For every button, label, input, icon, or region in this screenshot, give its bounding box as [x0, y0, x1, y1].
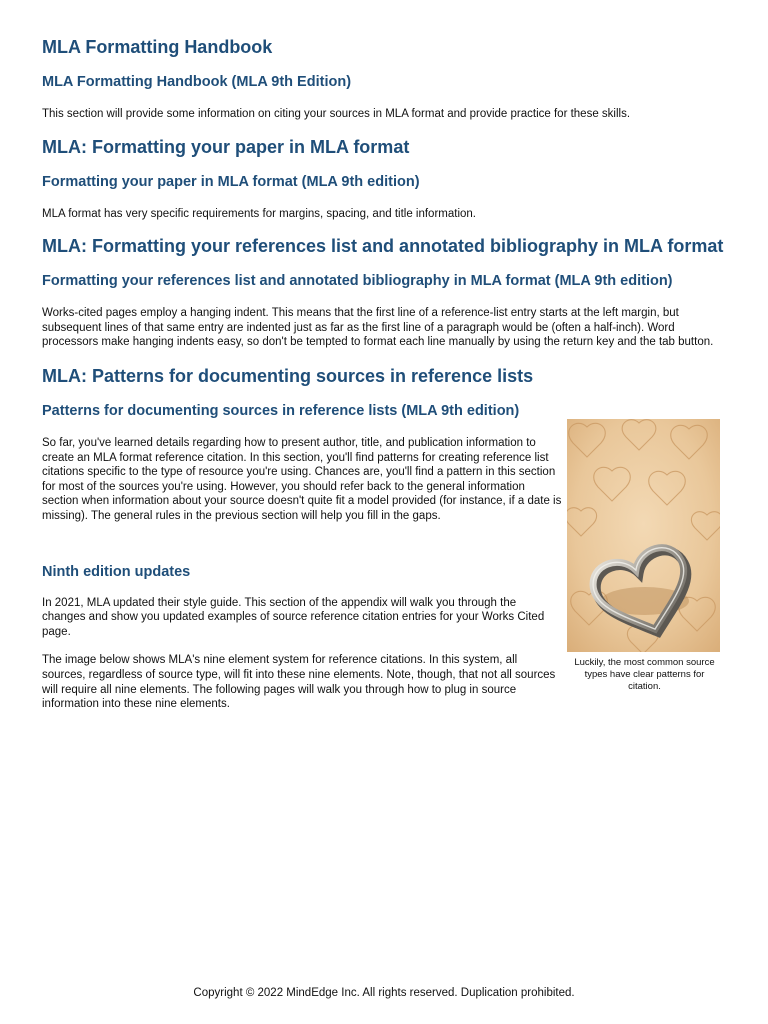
section-patterns-title: MLA: Patterns for documenting sources in reference lists — [42, 365, 534, 386]
section-patterns-text — [42, 436, 562, 712]
figure — [567, 419, 722, 693]
section-references-subtitle: Formatting your references list and annotated bibliography in MLA format (MLA 9th edition) — [42, 273, 673, 290]
handbook-subtitle: MLA Formatting Handbook (MLA 9th Edition) — [42, 74, 352, 90]
copyright-footer: Copyright © 2022 MindEdge Inc. All rights reserved. Duplication prohibited. — [193, 987, 575, 999]
section-paper-title: MLA: Formatting your paper in MLA format — [42, 136, 410, 157]
updates-paragraph-1: In 2021, MLA updated their style guide. This section of the appendix will walk you through the changes and show you updated examples of source reference citation entries for your Works Cited page. — [42, 596, 545, 638]
figure-caption: Luckily, the most common source types have clear patterns for citation. — [574, 656, 715, 692]
section-patterns — [42, 363, 732, 712]
section-paper-body: MLA format has very specific requirements for margins, spacing, and title information. — [42, 207, 476, 220]
handbook-title: MLA Formatting Handbook — [42, 37, 273, 57]
section-patterns-subtitle: Patterns for documenting sources in reference lists (MLA 9th edition) — [42, 402, 520, 419]
handbook-intro: This section will provide some information on citing your sources in MLA format and provide practice for these skills. — [42, 108, 631, 120]
section-patterns-body: So far, you've learned details regarding how to present author, title, and publication information to create an MLA format reference citation. In this section, you'll find patterns for creating reference list citations specific to the type of resource you're using. Chances are, you'll find a pattern in this section for most of the sources you're using. However, you should refer back to the general information section when information about your source doesn't quite fit a model provided (for instance, if a date is missing). The general rules in the previous section will help you fill in the gaps. — [42, 436, 562, 522]
heart-cookie-cutter-photo-icon — [567, 419, 720, 652]
section-paper-subtitle: Formatting your paper in MLA format (MLA 9th edition) — [42, 173, 420, 190]
section-references-title: MLA: Formatting your references list and annotated bibliography in MLA format — [42, 236, 724, 257]
updates-heading: Ninth edition updates — [42, 563, 191, 580]
updates-paragraph-2: The image below shows MLA's nine element system for reference citations. In this system, all sources, regardless of source type, will fit into these nine elements. Note, though, that not all sources will require all nine elements. The following pages will walk you through how to plug in source information into these nine elements. — [42, 654, 556, 711]
document-page — [42, 34, 732, 712]
section-references-body: Works-cited pages employ a hanging indent. This means that the first line of a reference-list entry starts at the left margin, but subsequent lines of that same entry are indented just as far as the first line of a paragraph would be (often a half-inch). Word processors make hanging indents easy, so don't be tempted to format each line manually by using the return key and the tab button. — [42, 307, 714, 349]
